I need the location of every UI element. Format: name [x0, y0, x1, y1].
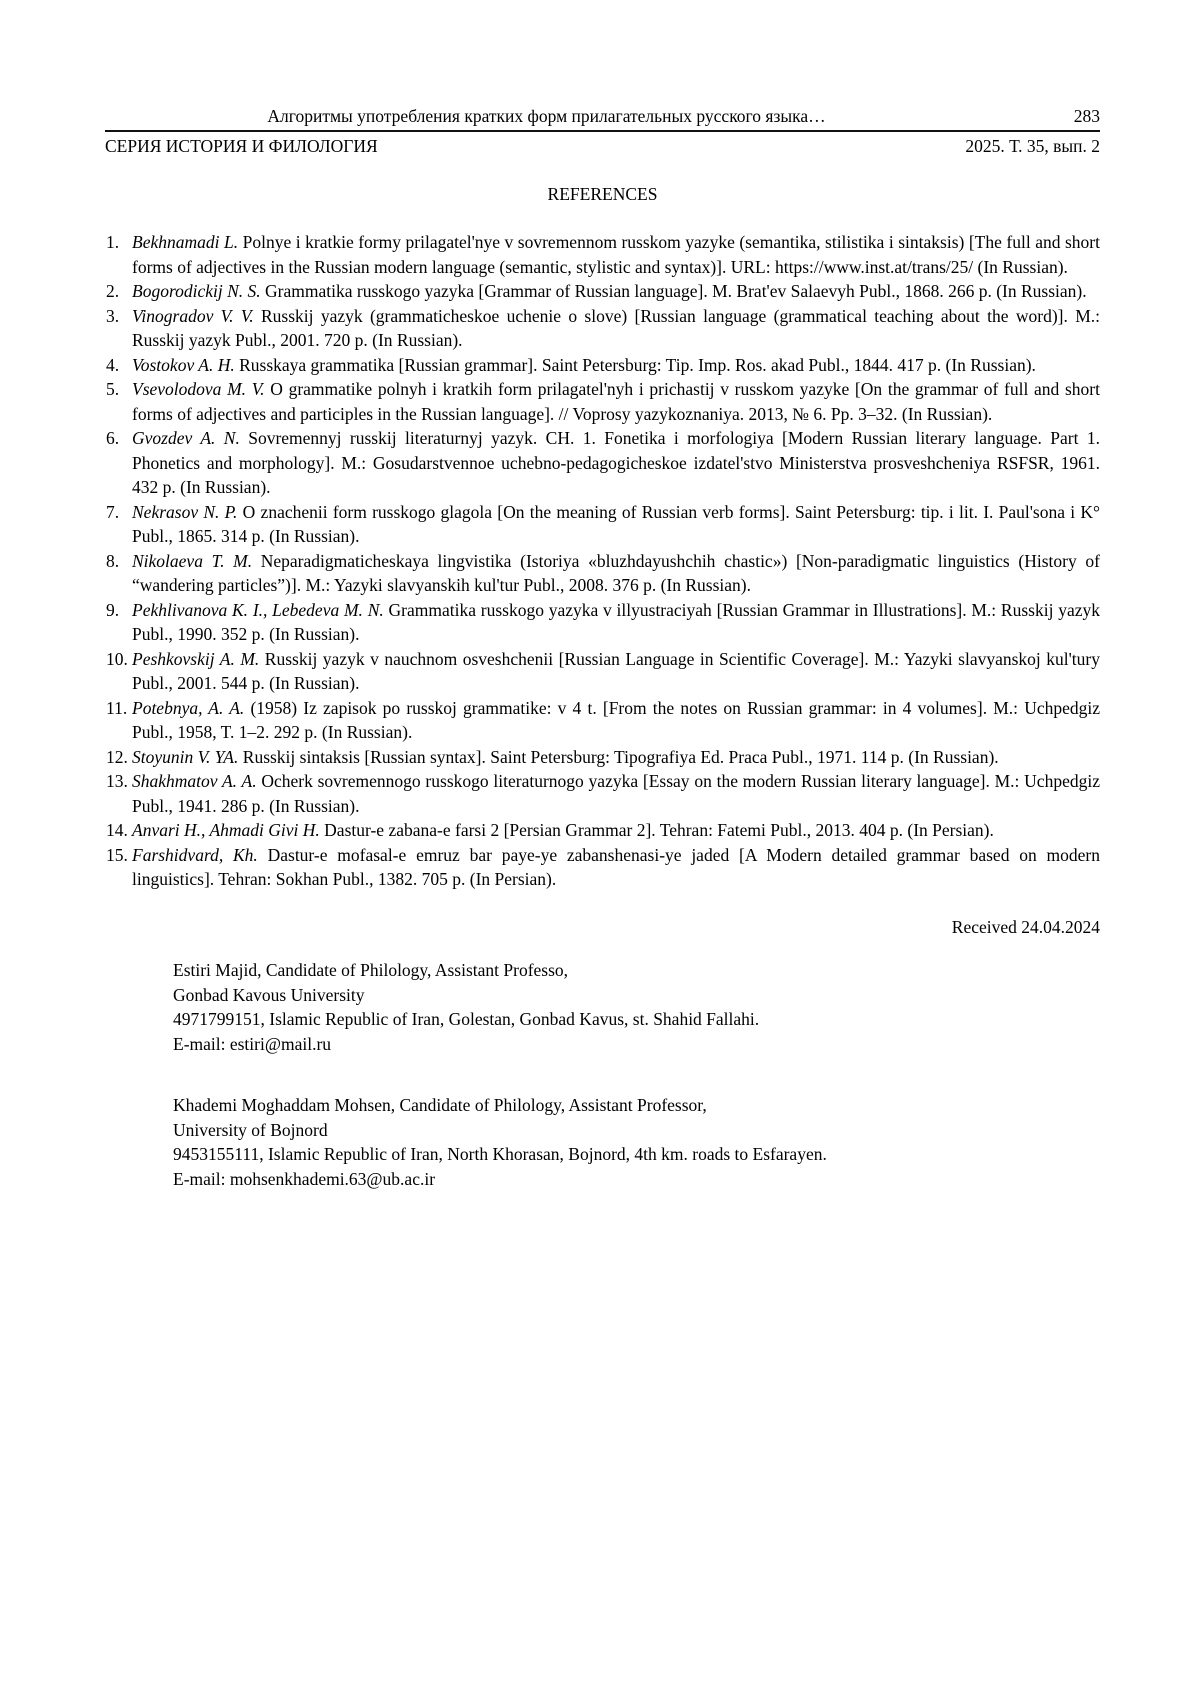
- reference-number: 6.: [106, 428, 120, 448]
- page-number: 283: [1073, 106, 1100, 126]
- reference-text: Polnye i kratkie formy prilagatel'nye v sovremennom russkom yazyke (semantika, stilistika i sintaksis) [The full and short forms of adjectives in the Russian modern language (semantic, stylistic and syntax)]. URL: https://www.inst.at/trans/25/ (In Russian).: [132, 232, 1100, 277]
- reference-item: [105, 549, 1100, 598]
- reference-authors: Potebnya, A. A.: [132, 697, 245, 718]
- reference-authors: Vostokov A. H.: [132, 354, 235, 375]
- author-affiliation-line: Gonbad Kavous University: [173, 984, 365, 1005]
- reference-text: Dastur-e zabana-e farsi 2 [Persian Grammar 2]. Tehran: Fatemi Publ., 2013. 404 p. (In Persian).: [319, 820, 994, 840]
- reference-item: [105, 500, 1100, 549]
- journal-info-row: [105, 132, 1100, 157]
- author-name-line: Khademi Moghaddam Mohsen, Candidate of Philology, Assistant Professor,: [173, 1095, 707, 1115]
- reference-text: Russkij yazyk v nauchnom osveshchenii [Russian Language in Scientific Coverage]. M.: Yazyki slavyanskoj kul'tury Publ., 2001. 544 p. (In Russian).: [132, 648, 1100, 693]
- reference-authors: Peshkovskij A. M.: [132, 648, 260, 669]
- author-email-line: E-mail: estiri@mail.ru: [173, 1033, 332, 1054]
- reference-text: Neparadigmaticheskaya lingvistika (Istoriya «bluzhdayushchih chastic») [Non-paradigmatic linguistics (History of “wandering particles”)]. M.: Yazyki slavyanskih kul'tur Publ., 2008. 376 p. (In Russian).: [132, 550, 1100, 595]
- reference-text: Russkaya grammatika [Russian grammar]. Saint Petersburg: Tip. Imp. Ros. akad Publ., 1844. 417 p. (In Russian).: [234, 354, 1036, 375]
- reference-authors: Pekhlivanova K. I., Lebedeva M. N.: [132, 599, 384, 620]
- reference-number: 8.: [106, 550, 120, 571]
- reference-item: [105, 279, 1100, 304]
- references-list: [105, 230, 1100, 892]
- reference-number: 1.: [106, 232, 120, 252]
- reference-text: Sovremennyj russkij literaturnyj yazyk. CH. 1. Fonetika i morfologiya [Modern Russian literary language. Part 1. Phonetics and morphology]. M.: Gosudarstvennoe uchebno-pedagogicheskoe izdatel'stvo Ministerstva prosveshcheniya RSFSR, 1961. 432 p. (In Russian).: [132, 428, 1101, 497]
- reference-number: 4.: [106, 354, 120, 375]
- reference-number: 5.: [106, 379, 120, 399]
- author-info-block: [173, 958, 1100, 1056]
- author-address-line: 4971799151, Islamic Republic of Iran, Golestan, Gonbad Kavus, st. Shahid Fallahi.: [173, 1009, 760, 1029]
- reference-authors: Vsevolodova M. V.: [132, 379, 265, 399]
- author-name-line: Estiri Majid, Candidate of Philology, Assistant Professo,: [173, 960, 569, 980]
- reference-item: [105, 598, 1100, 647]
- running-header: [105, 106, 1100, 130]
- reference-item: [105, 377, 1100, 426]
- reference-item: [105, 843, 1100, 892]
- reference-authors: Vinogradov V. V.: [132, 305, 254, 326]
- volume-issue: 2025. Т. 35, вып. 2: [965, 136, 1100, 156]
- reference-authors: Bekhnamadi L.: [132, 232, 239, 252]
- reference-item: [105, 647, 1100, 696]
- reference-text: Russkij sintaksis [Russian syntax]. Saint Petersburg: Tipografiya Ed. Praca Publ., 1971. 114 p. (In Russian).: [238, 746, 999, 767]
- author-email-line: E-mail: mohsenkhademi.63@ub.ac.ir: [173, 1168, 436, 1189]
- reference-number: 12.: [106, 746, 128, 767]
- reference-authors: Shakhmatov A. A.: [132, 771, 257, 791]
- series-title: СЕРИЯ ИСТОРИЯ И ФИЛОЛОГИЯ: [105, 136, 378, 156]
- reference-text: O znachenii form russkogo glagola [On the meaning of Russian verb forms]. Saint Petersburg: tip. i lit. I. Paul'sona i K° Publ., 1865. 314 p. (In Russian).: [132, 501, 1100, 546]
- reference-item: [105, 304, 1100, 353]
- running-title: Алгоритмы употребления кратких форм прилагательных русского языка…: [267, 106, 826, 126]
- reference-authors: Anvari H., Ahmadi Givi H.: [132, 820, 320, 840]
- author-address-line: 9453155111, Islamic Republic of Iran, North Khorasan, Bojnord, 4th km. roads to Esfarayen.: [173, 1144, 827, 1164]
- reference-item: [105, 818, 1100, 843]
- reference-item: [105, 426, 1100, 500]
- received-date: Received 24.04.2024: [951, 916, 1100, 937]
- reference-text: (1958) Iz zapisok po russkoj grammatike: v 4 t. [From the notes on Russian grammar: in 4 volumes]. M.: Uchpedgiz Publ., 1958, T. 1–2. 292 p. (In Russian).: [132, 697, 1100, 742]
- reference-text: Grammatika russkogo yazyka v illyustraciyah [Russian Grammar in Illustrations]. M.: Russkij yazyk Publ., 1990. 352 p. (In Russian).: [132, 599, 1100, 644]
- reference-text: Russkij yazyk (grammaticheskoe uchenie o slove) [Russian language (grammatical teaching about the word)]. M.: Russkij yazyk Publ., 2001. 720 p. (In Russian).: [132, 305, 1100, 350]
- references-heading: REFERENCES: [547, 184, 658, 204]
- reference-number: 15.: [106, 844, 128, 865]
- reference-authors: Farshidvard, Kh.: [132, 844, 258, 865]
- reference-text: Ocherk sovremennogo russkogo literaturnogo yazyka [Essay on the modern Russian literary language]. M.: Uchpedgiz Publ., 1941. 286 p. (In Russian).: [132, 771, 1100, 816]
- reference-item: [105, 745, 1100, 770]
- reference-number: 2.: [106, 281, 120, 301]
- reference-text: Grammatika russkogo yazyka [Grammar of Russian language]. M. Brat'ev Salaevyh Publ., 1868. 266 p. (In Russian).: [260, 281, 1087, 301]
- reference-number: 9.: [106, 599, 120, 620]
- reference-authors: Gvozdev A. N.: [132, 428, 240, 448]
- reference-number: 14.: [106, 820, 128, 840]
- reference-number: 10.: [106, 648, 128, 669]
- reference-number: 3.: [106, 305, 120, 326]
- reference-number: 11.: [106, 697, 128, 718]
- author-info-block: [173, 1093, 1100, 1191]
- reference-text: Dastur-e mofasal-e emruz bar paye-ye zabanshenasi-ye jaded [A Modern detailed grammar based on modern linguistics]. Tehran: Sokhan Publ., 1382. 705 p. (In Persian).: [132, 844, 1100, 889]
- reference-number: 7.: [106, 501, 120, 522]
- reference-item: [105, 353, 1100, 378]
- reference-text: O grammatike polnyh i kratkih form prilagatel'nyh i prichastij v russkom yazyke [On the grammar of full and short forms of adjectives and participles in the Russian language]. // Voprosy yazykoznaniya. 2013, № 6. Pp. 3–32. (In Russian).: [132, 379, 1100, 424]
- reference-item: [105, 696, 1100, 745]
- reference-authors: Nikolaeva T. M.: [132, 550, 253, 571]
- reference-authors: Nekrasov N. P.: [132, 501, 238, 522]
- reference-number: 13.: [106, 771, 128, 791]
- reference-authors: Stoyunin V. YA.: [132, 746, 239, 767]
- reference-item: [105, 769, 1100, 818]
- reference-authors: Bogorodickij N. S.: [132, 281, 261, 301]
- reference-item: [105, 230, 1100, 279]
- author-affiliation-line: University of Bojnord: [173, 1119, 328, 1140]
